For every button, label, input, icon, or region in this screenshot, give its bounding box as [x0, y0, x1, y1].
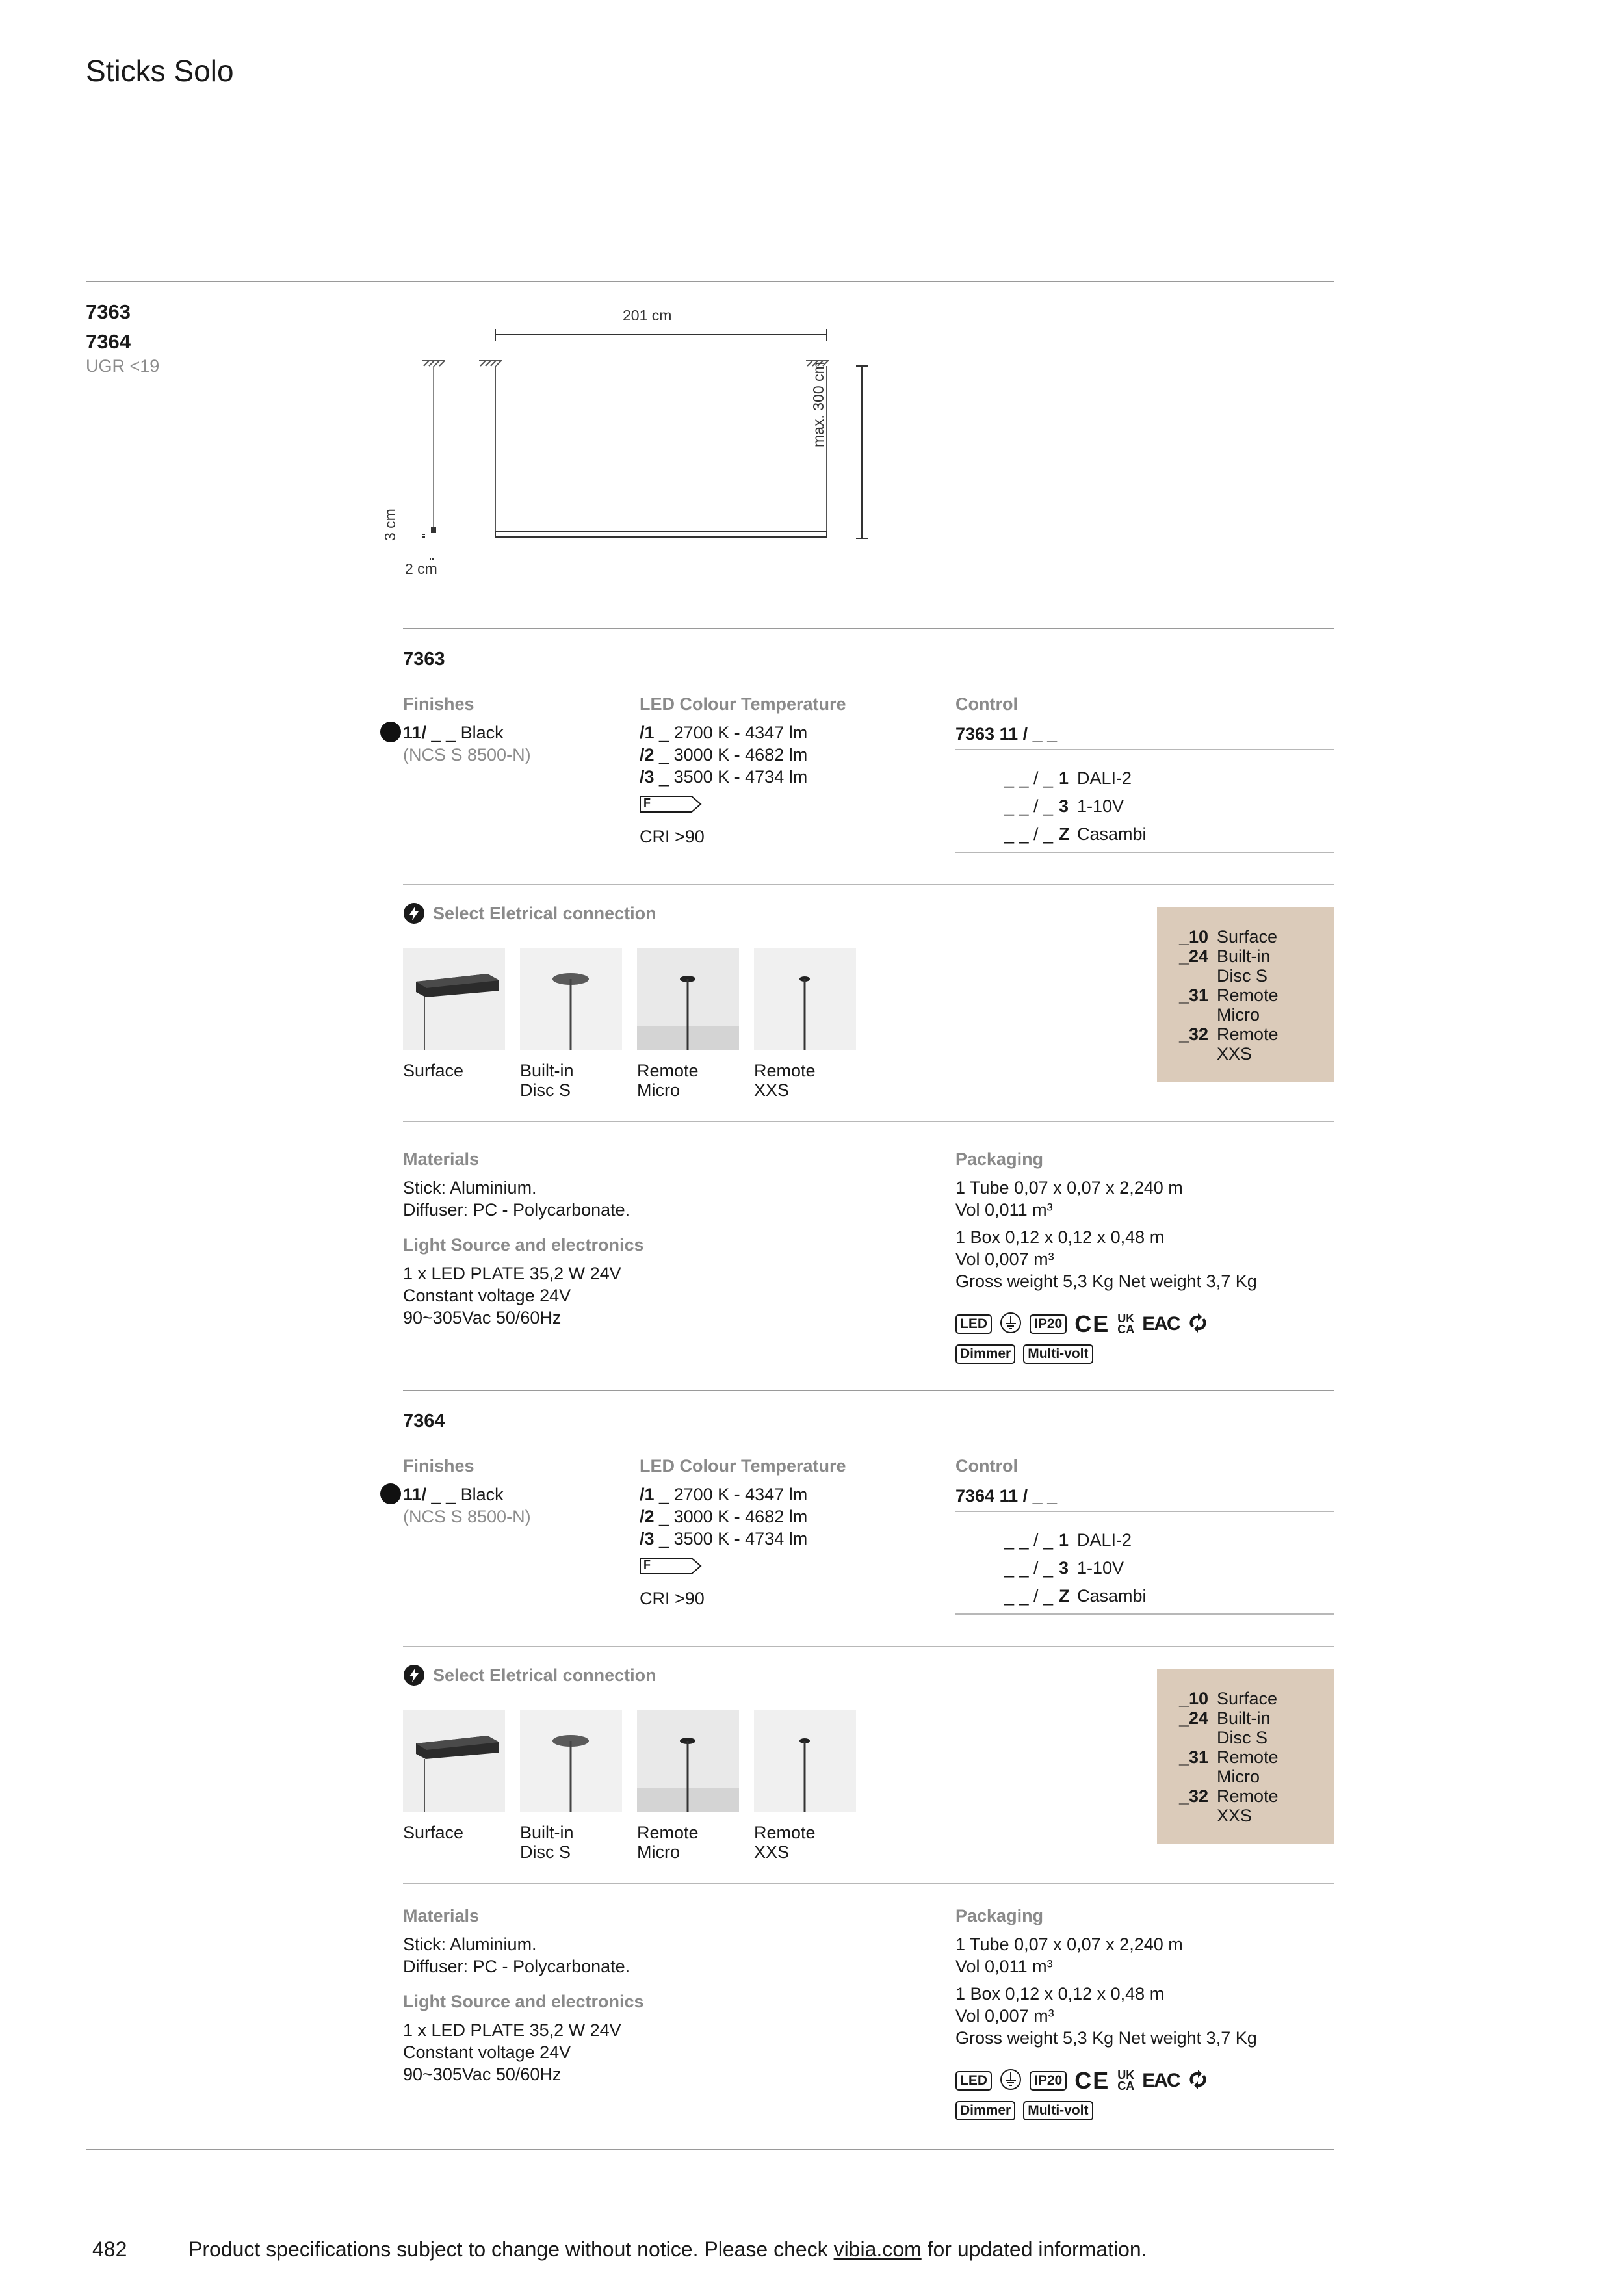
packaging-box: 1 Box 0,12 x 0,12 x 0,48 m Vol 0,007 m³ Gross weight 5,3 Kg Net weight 3,7 Kg — [955, 1227, 1257, 1291]
footer-note: Product specifications subject to change without notice. Please check vibia.com for updated information. — [188, 2237, 1147, 2261]
connection-caption: Built-in Disc S — [520, 1061, 574, 1100]
certifications-row-2 — [955, 2101, 1093, 2120]
height-dimension-label: max. 300 cm — [810, 361, 827, 447]
finish-blank: _ _ — [426, 1485, 461, 1504]
cri-value: CRI >90 — [640, 1589, 705, 1608]
surface-connection-photo — [403, 948, 505, 1050]
remote-xxs-photo — [754, 1710, 856, 1812]
led-temp-row: /2 _ 3000 K - 4682 lm — [640, 1507, 808, 1526]
led-temp-label: LED Colour Temperature — [640, 694, 846, 714]
connection-code-row: _32 Remote — [1179, 1786, 1279, 1806]
remote-micro-photo — [637, 1710, 739, 1812]
energy-class-badge — [640, 1558, 702, 1574]
finishes-label: Finishes — [403, 1456, 474, 1476]
finishes-label: Finishes — [403, 694, 474, 714]
light-source-label: Light Source and electronics — [403, 1992, 644, 2011]
multivolt-badge: Multi-volt — [1023, 2101, 1093, 2120]
lightning-icon — [403, 902, 425, 924]
connection-codes-box: _10 Surface _24 Built-in Disc S _31 Remote Micro _32 Remote XXS — [1157, 1669, 1334, 1844]
connection-code-row: _10 Surface — [1179, 927, 1278, 946]
led-badge: LED — [955, 2071, 992, 2091]
materials-text: Stick: Aluminium. Diffuser: PC - Polycarbonate. — [403, 1178, 630, 1220]
dimmer-badge: Dimmer — [955, 1344, 1015, 1364]
section-code: 7364 — [403, 1411, 445, 1431]
packaging-tube: 1 Tube 0,07 x 0,07 x 2,240 m Vol 0,011 m³ — [955, 1178, 1183, 1220]
product-code-b: 7364 — [86, 330, 131, 353]
finish-ncs: (NCS S 8500-N) — [403, 1507, 531, 1526]
led-temp-list — [640, 722, 807, 788]
cri-value: CRI >90 — [640, 827, 705, 846]
divider — [403, 1646, 1334, 1647]
finish-code: 11/ — [403, 1485, 427, 1504]
builtin-disc-photo — [520, 1710, 622, 1812]
led-temp-row: /1 _ 2700 K - 4347 lm — [640, 1485, 808, 1504]
divider — [955, 852, 1334, 853]
control-list — [1004, 1529, 1147, 1607]
connection-code-row: _24 Built-in — [1179, 1708, 1271, 1728]
divider — [403, 884, 1334, 885]
finish-name: Black — [460, 1485, 504, 1504]
led-badge: LED — [955, 1314, 992, 1334]
black-finish-swatch — [380, 722, 401, 742]
eac-mark: EAC — [1142, 2070, 1180, 2091]
led-temp-row: /2 _ 3000 K - 4682 lm — [640, 745, 808, 764]
materials-label: Materials — [403, 1149, 480, 1169]
divider — [403, 628, 1334, 629]
packaging-tube: 1 Tube 0,07 x 0,07 x 2,240 m Vol 0,011 m³ — [955, 1935, 1183, 1976]
ip-badge: IP20 — [1030, 1314, 1067, 1334]
packaging-label: Packaging — [955, 1149, 1044, 1169]
page-title: Sticks Solo — [86, 54, 234, 88]
connection-code-row: _32 Remote — [1179, 1024, 1279, 1044]
divider — [403, 1390, 1334, 1391]
lightning-icon — [403, 1664, 425, 1686]
connection-label: Select Eletrical connection — [433, 904, 656, 923]
packaging-label: Packaging — [955, 1906, 1044, 1925]
energy-class-letter: F — [643, 1558, 651, 1571]
connection-code-row: _31 Remote — [1179, 1747, 1279, 1767]
recycle-icon — [1188, 2068, 1208, 2094]
divider — [955, 1511, 1334, 1512]
divider — [403, 1121, 1334, 1122]
connection-codes-box: _10 Surface _24 Built-in Disc S _31 Remote Micro _32 Remote XXS — [1157, 907, 1334, 1082]
builtin-disc-photo — [520, 948, 622, 1050]
ugr-rating: UGR <19 — [86, 356, 160, 376]
ukca-mark: UK CA — [1117, 2068, 1135, 2093]
divider — [955, 749, 1334, 750]
recycle-icon — [1188, 1312, 1208, 1337]
section-code: 7363 — [403, 649, 445, 670]
divider — [403, 1883, 1334, 1884]
connection-code-row: _31 Remote — [1179, 985, 1279, 1005]
connection-caption: Surface — [403, 1061, 464, 1080]
ce-mark: CE — [1074, 1311, 1110, 1337]
led-temp-row: /1 _ 2700 K - 4347 lm — [640, 723, 808, 742]
materials-text: Stick: Aluminium. Diffuser: PC - Polycarbonate. — [403, 1935, 630, 1976]
finish-code: 11/ — [403, 723, 427, 742]
divider — [955, 1613, 1334, 1615]
section-width-label: 2 cm — [405, 560, 437, 577]
certifications-row-2 — [955, 1344, 1093, 1364]
finish-ncs: (NCS S 8500-N) — [403, 745, 531, 764]
remote-micro-photo — [637, 948, 739, 1050]
connection-code-row: _24 Built-in — [1179, 946, 1271, 966]
finish-blank: _ _ — [426, 723, 461, 742]
control-label: Control — [955, 1456, 1018, 1476]
energy-class-letter: F — [643, 796, 651, 809]
light-source-label: Light Source and electronics — [403, 1235, 644, 1255]
remote-xxs-photo — [754, 948, 856, 1050]
black-finish-swatch — [380, 1483, 401, 1504]
ground-icon — [1000, 1312, 1022, 1337]
connection-caption: Remote XXS — [754, 1061, 816, 1100]
ce-mark: CE — [1074, 2067, 1110, 2094]
width-dimension-label: 201 cm — [623, 307, 672, 324]
section-height-label: 3 cm — [382, 508, 398, 541]
connection-label: Select Eletrical connection — [433, 1665, 656, 1685]
control-option: _ _ / _ 3 1-10V — [1004, 1558, 1124, 1578]
connection-code-row: _10 Surface — [1179, 1689, 1278, 1708]
control-code: 7363 11 / _ _ — [955, 724, 1058, 744]
multivolt-badge: Multi-volt — [1023, 1344, 1093, 1364]
control-option: _ _ / _ Z Casambi — [1004, 1586, 1147, 1606]
divider — [86, 2149, 1334, 2150]
led-temp-label: LED Colour Temperature — [640, 1456, 846, 1476]
led-temp-row: /3 _ 3500 K - 4734 lm — [640, 767, 808, 787]
eac-mark: EAC — [1142, 1313, 1180, 1335]
light-source-text: 1 x LED PLATE 35,2 W 24V Constant voltage 24V 90~305Vac 50/60Hz — [403, 2020, 621, 2084]
control-option: _ _ / _ 1 DALI-2 — [1004, 768, 1132, 788]
finish-name: Black — [460, 723, 504, 742]
control-list — [1004, 767, 1147, 845]
finish-option — [403, 722, 504, 744]
light-source-text: 1 x LED PLATE 35,2 W 24V Constant voltage 24V 90~305Vac 50/60Hz — [403, 1264, 621, 1327]
control-label: Control — [955, 694, 1018, 714]
control-option: _ _ / _ 1 DALI-2 — [1004, 1530, 1132, 1550]
ground-icon — [1000, 2068, 1022, 2094]
certifications — [955, 2067, 1208, 2094]
led-temp-list — [640, 1483, 807, 1550]
ip-badge: IP20 — [1030, 2071, 1067, 2091]
page-number: 482 — [92, 2237, 127, 2261]
connection-caption: Built-in Disc S — [520, 1823, 574, 1862]
surface-connection-photo — [403, 1710, 505, 1812]
control-code: 7364 11 / _ _ — [955, 1486, 1058, 1506]
connection-caption: Remote XXS — [754, 1823, 816, 1862]
product-code-a: 7363 — [86, 300, 131, 323]
divider — [86, 281, 1334, 282]
connection-caption: Remote Micro — [637, 1061, 699, 1100]
dimmer-badge: Dimmer — [955, 2101, 1015, 2120]
ukca-mark: UK CA — [1117, 1312, 1135, 1336]
control-option: _ _ / _ Z Casambi — [1004, 824, 1147, 844]
packaging-box: 1 Box 0,12 x 0,12 x 0,48 m Vol 0,007 m³ Gross weight 5,3 Kg Net weight 3,7 Kg — [955, 1984, 1257, 2048]
energy-class-badge — [640, 796, 702, 813]
led-temp-row: /3 _ 3500 K - 4734 lm — [640, 1529, 808, 1548]
materials-label: Materials — [403, 1906, 480, 1925]
finish-option — [403, 1483, 504, 1506]
dimension-drawing — [364, 306, 884, 592]
connection-caption: Surface — [403, 1823, 464, 1842]
connection-caption: Remote Micro — [637, 1823, 699, 1862]
vibia-link[interactable]: vibia.com — [833, 2237, 922, 2261]
certifications — [955, 1311, 1208, 1338]
control-option: _ _ / _ 3 1-10V — [1004, 796, 1124, 816]
